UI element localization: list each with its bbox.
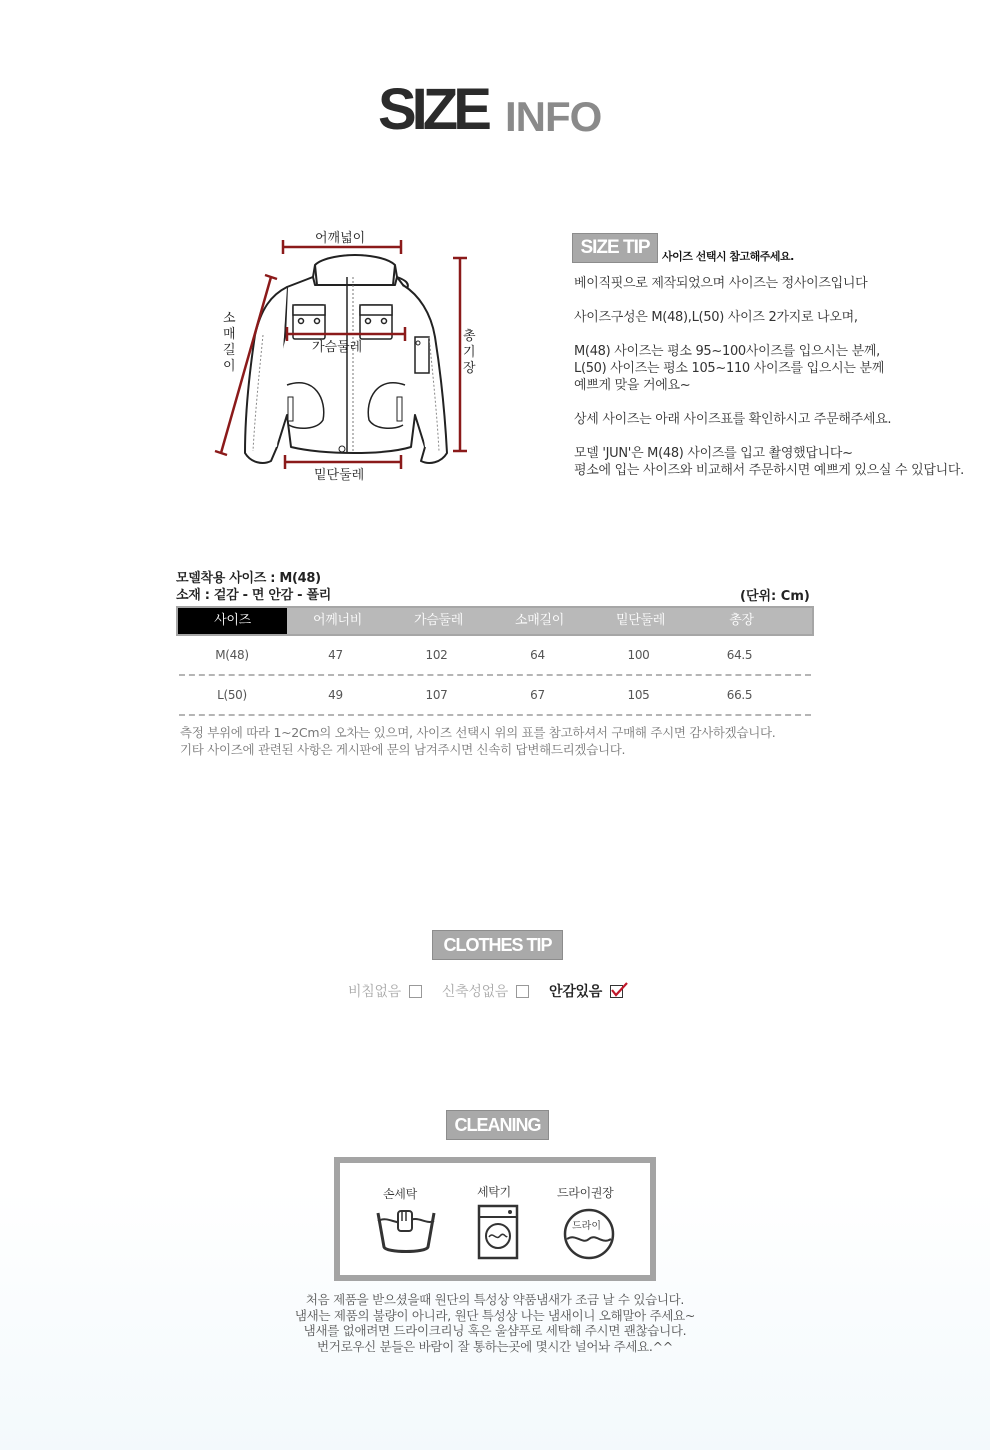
- length-label-1: 총: [463, 329, 476, 344]
- hand-wash-label: 손세탁: [383, 1187, 417, 1201]
- table-cell: 102: [425, 648, 448, 662]
- checkbox: [409, 985, 422, 998]
- info-title: INFO: [505, 93, 602, 140]
- check-mark-icon: [610, 982, 628, 998]
- sleeve-label-4: 이: [223, 359, 236, 374]
- dry-clean-label: 드라이권장: [557, 1186, 614, 1200]
- sleeve-label-2: 매: [223, 327, 236, 342]
- table-note: 기타 사이즈에 관련된 사항은 게시판에 문의 남겨주시면 신속히 답변해드리겠습니다.: [180, 742, 626, 757]
- care-notes: [250, 1292, 740, 1354]
- header-cell: 밑단둘레: [615, 613, 666, 628]
- care-note: 냄새를 없애려면 드라이크리닝 혹은 울샴푸로 세탁해 주시면 괜찮습니다.: [303, 1323, 687, 1338]
- header-cell: 소매길이: [514, 613, 565, 628]
- care-note: 처음 제품을 받으셨을때 원단의 특성상 약품냄새가 조금 날 수 있습니다.: [305, 1292, 685, 1307]
- table-row: [179, 636, 811, 676]
- option-see-through: [348, 981, 422, 1001]
- dry-clean-text: 드라이: [572, 1221, 601, 1232]
- option-label: 신축성없음: [441, 984, 509, 1000]
- option-stretch: [442, 981, 529, 1001]
- jacket-diagram: [205, 225, 505, 495]
- length-label-2: 기: [463, 345, 476, 360]
- care-note: 번거로우신 분들은 바람이 잘 통하는곳에 몇시간 널어놔 주세요.^^: [317, 1338, 673, 1354]
- tip-paragraph: 베이직핏으로 제작되었으며 사이즈는 정사이즈입니다: [574, 276, 868, 291]
- size-tip-badge: SIZE TIP: [572, 233, 658, 263]
- table-row: [179, 676, 811, 716]
- clothes-tip-badge: CLOTHES TIP: [432, 930, 563, 960]
- table-notes: [180, 724, 775, 758]
- care-symbols-box: [334, 1157, 656, 1281]
- hand-wash-icon: [374, 1207, 438, 1259]
- washing-machine-icon: [476, 1203, 520, 1261]
- size-tip-subtitle: 사이즈 선택시 참고해주세요.: [662, 250, 794, 263]
- table-cell: 100: [627, 648, 650, 662]
- table-cell: 47: [328, 648, 343, 662]
- table-cell: 67: [530, 688, 545, 702]
- table-cell: 107: [425, 688, 448, 702]
- header-cell: 가슴둘레: [413, 613, 464, 628]
- table-header: [176, 606, 814, 636]
- model-size: 모델착용 사이즈 : M(48): [176, 571, 321, 586]
- table-cell: 66.5: [726, 688, 753, 702]
- table-cell: 49: [328, 688, 343, 702]
- clothes-options: [348, 981, 643, 1001]
- model-info: [176, 570, 331, 604]
- cleaning-badge: CLEANING: [446, 1110, 549, 1140]
- checkbox-checked: [610, 985, 623, 998]
- size-title: SIZE: [378, 77, 487, 142]
- care-note: 냄새는 제품의 불량이 아니라, 원단 특성상 나는 냄새이니 오해말아 주세요~: [294, 1307, 696, 1323]
- option-label: 안감있음: [549, 984, 602, 1000]
- material-info: 소재 : 겉감 - 면 안감 - 폴리: [176, 588, 331, 603]
- chest-label: 가슴둘레: [312, 340, 363, 355]
- size-table: [176, 606, 814, 716]
- tip-paragraph: 모델 'JUN'은 M(48) 사이즈를 입고 촬영했답니다~ 평소에 입는 사이즈와 비교해서 주문하시면 예쁘게 있으실 수 있답니다.: [574, 446, 964, 478]
- tip-paragraph: 상세 사이즈는 아래 사이즈표를 확인하시고 주문해주세요.: [574, 412, 892, 427]
- table-cell: M(48): [215, 648, 249, 662]
- table-note: 측정 부위에 따라 1~2Cm의 오차는 있으며, 사이즈 선택시 위의 표를 참고하셔서 구매해 주시면 감사하겠습니다.: [180, 725, 776, 740]
- header-cell: 총장: [729, 613, 754, 628]
- dry-clean-icon: [562, 1207, 616, 1261]
- header-cell: 어께너비: [312, 613, 363, 628]
- size-tip-text: [574, 275, 984, 496]
- table-cell: 64.5: [726, 648, 753, 662]
- table-cell: 64: [530, 648, 545, 662]
- sleeve-label-1: 소: [223, 311, 236, 326]
- checkbox: [516, 985, 529, 998]
- hem-label: 밑단둘레: [314, 468, 365, 483]
- option-lining: [549, 981, 623, 1001]
- option-label: 비침없음: [348, 984, 401, 1000]
- table-cell: L(50): [217, 688, 247, 702]
- washing-machine-label: 세탁기: [477, 1185, 511, 1199]
- jacket-illustration: [205, 225, 505, 495]
- length-label-3: 장: [463, 361, 476, 376]
- table-cell: 105: [627, 688, 650, 702]
- tip-paragraph: 사이즈구성은 M(48),L(50) 사이즈 2가지로 나오며,: [574, 310, 858, 325]
- sleeve-label-3: 길: [223, 343, 236, 358]
- shoulder-label: 어깨넓이: [315, 231, 366, 246]
- unit-label: (단위: Cm): [740, 589, 810, 604]
- header-cell: 사이즈: [178, 608, 287, 634]
- tip-paragraph: M(48) 사이즈는 평소 95~100사이즈를 입으시는 분께, L(50) 사이즈는 평소 105~110 사이즈를 입으시는 분께 예쁘게 맞을 거에요~: [574, 344, 884, 393]
